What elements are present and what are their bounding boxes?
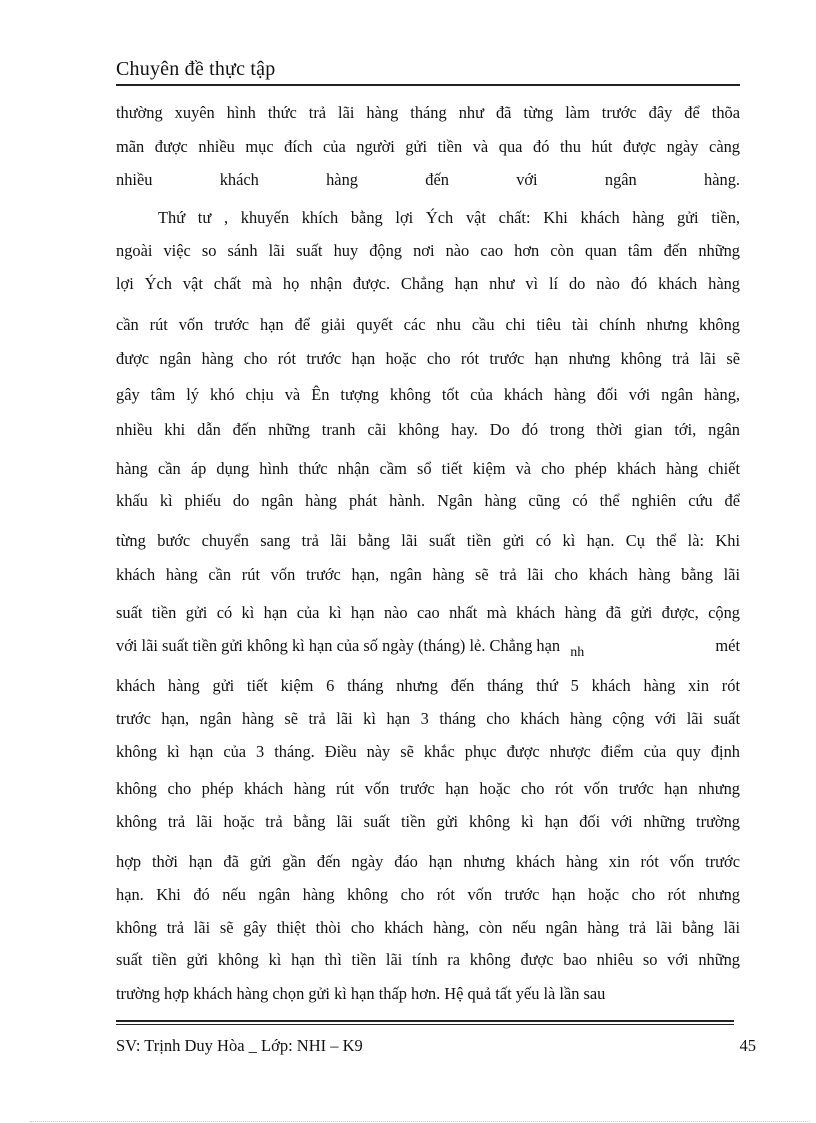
text-line: trước hạn, ngân hàng sẽ trả lãi kì hạn 3 tháng cho khách hàng cộng với lãi suất [116, 709, 740, 728]
text-line: nhiều khi dẫn đến những tranh cãi không hay. Do đó trong thời gian tới, ngân [116, 420, 740, 439]
text-line: không kì hạn của 3 tháng. Điều này sẽ khắc phục được nhược điểm của quy định [116, 742, 740, 761]
footer-student-info: SV: Trịnh Duy Hòa _ Lớp: NHI – K9 [116, 1036, 363, 1055]
text-line: khách hàng cần rút vốn trước hạn, ngân hàng sẽ trả lãi cho khách hàng bằng lãi [116, 565, 740, 584]
text-fragment-tail: mét [715, 636, 740, 655]
text-line: suất tiền gửi có kì hạn của kì hạn nào cao nhất mà khách hàng đã gửi được, cộng [116, 603, 740, 622]
text-line: không cho phép khách hàng rút vốn trước hạn hoặc cho rót vốn trước hạn nhưng [116, 779, 740, 798]
text-line: từng bước chuyển sang trả lãi bằng lãi suất tiền gửi có kì hạn. Cụ thể là: Khi [116, 531, 740, 550]
page-edge-dotted [30, 1121, 810, 1122]
text-line: khách hàng gửi tiết kiệm 6 tháng nhưng đến tháng thứ 5 khách hàng xin rót [116, 676, 740, 695]
text-line-indented: Thứ tư , khuyến khích bằng lợi Ých vật chất: Khi khách hàng gửi tiền, [158, 208, 740, 227]
text-fragment-sub: nh [570, 645, 585, 660]
text-line-with-fragment [116, 635, 740, 660]
text-line: ngoài việc so sánh lãi suất huy động nơi nào cao hơn còn quan tâm đến những [116, 241, 740, 260]
header-title: Chuyên đề thực tập [116, 58, 276, 80]
text-line: suất tiền gửi không kì hạn thì tiền lãi tính ra không được bao nhiêu so với những [116, 950, 740, 969]
text-line: được ngân hàng cho rót trước hạn hoặc cho rót trước hạn nhưng không trả lãi sẽ [116, 349, 740, 368]
text-line: gây tâm lý khó chịu và Ên tượng không tốt của khách hàng đối với ngân hàng, [116, 385, 740, 404]
footer-divider [116, 1020, 734, 1022]
text-line: hàng cần áp dụng hình thức nhận cầm sổ tiết kiệm và cho phép khách hàng chiết [116, 459, 740, 478]
text-line: cần rút vốn trước hạn để giải quyết các nhu cầu chi tiêu tài chính nhưng không [116, 315, 740, 334]
text-line-main: với lãi suất tiền gửi không kì hạn của số ngày (tháng) lẻ. Chẳng hạn [116, 636, 561, 655]
text-line: mãn được nhiều mục đích của người gửi tiền và qua đó thu hút được ngày càng [116, 137, 740, 156]
text-line: không trả lãi hoặc trả bằng lãi suất tiền gửi không kì hạn đối với những trường [116, 812, 740, 831]
page-number: 45 [739, 1036, 756, 1055]
text-line: khấu kì phiếu do ngân hàng phát hành. Ngân hàng cũng có thể nghiên cứu để [116, 491, 740, 510]
text-line: nhiều khách hàng đến với ngân hàng. [116, 170, 740, 189]
text-line: lợi Ých vật chất mà họ nhận được. Chẳng hạn như vì lí do nào đó khách hàng [116, 274, 740, 293]
text-line: thường xuyên hình thức trả lãi hàng tháng như đã từng làm trước đây để thõa [116, 103, 740, 122]
text-line: hợp thời hạn đã gửi gần đến ngày đáo hạn nhưng khách hàng xin rót vốn trước [116, 852, 740, 871]
text-line: hạn. Khi đó nếu ngân hàng không cho rót vốn trước hạn hoặc cho rót nhưng [116, 885, 740, 904]
text-line-last: trường hợp khách hàng chọn gửi kì hạn thấp hơn. Hệ quả tất yếu là lần sau [116, 984, 606, 1003]
footer-divider-thin [116, 1024, 734, 1025]
text-line: không trả lãi sẽ gây thiệt thòi cho khách hàng, còn nếu ngân hàng trả lãi bằng lãi [116, 918, 740, 937]
header-divider [116, 84, 740, 86]
